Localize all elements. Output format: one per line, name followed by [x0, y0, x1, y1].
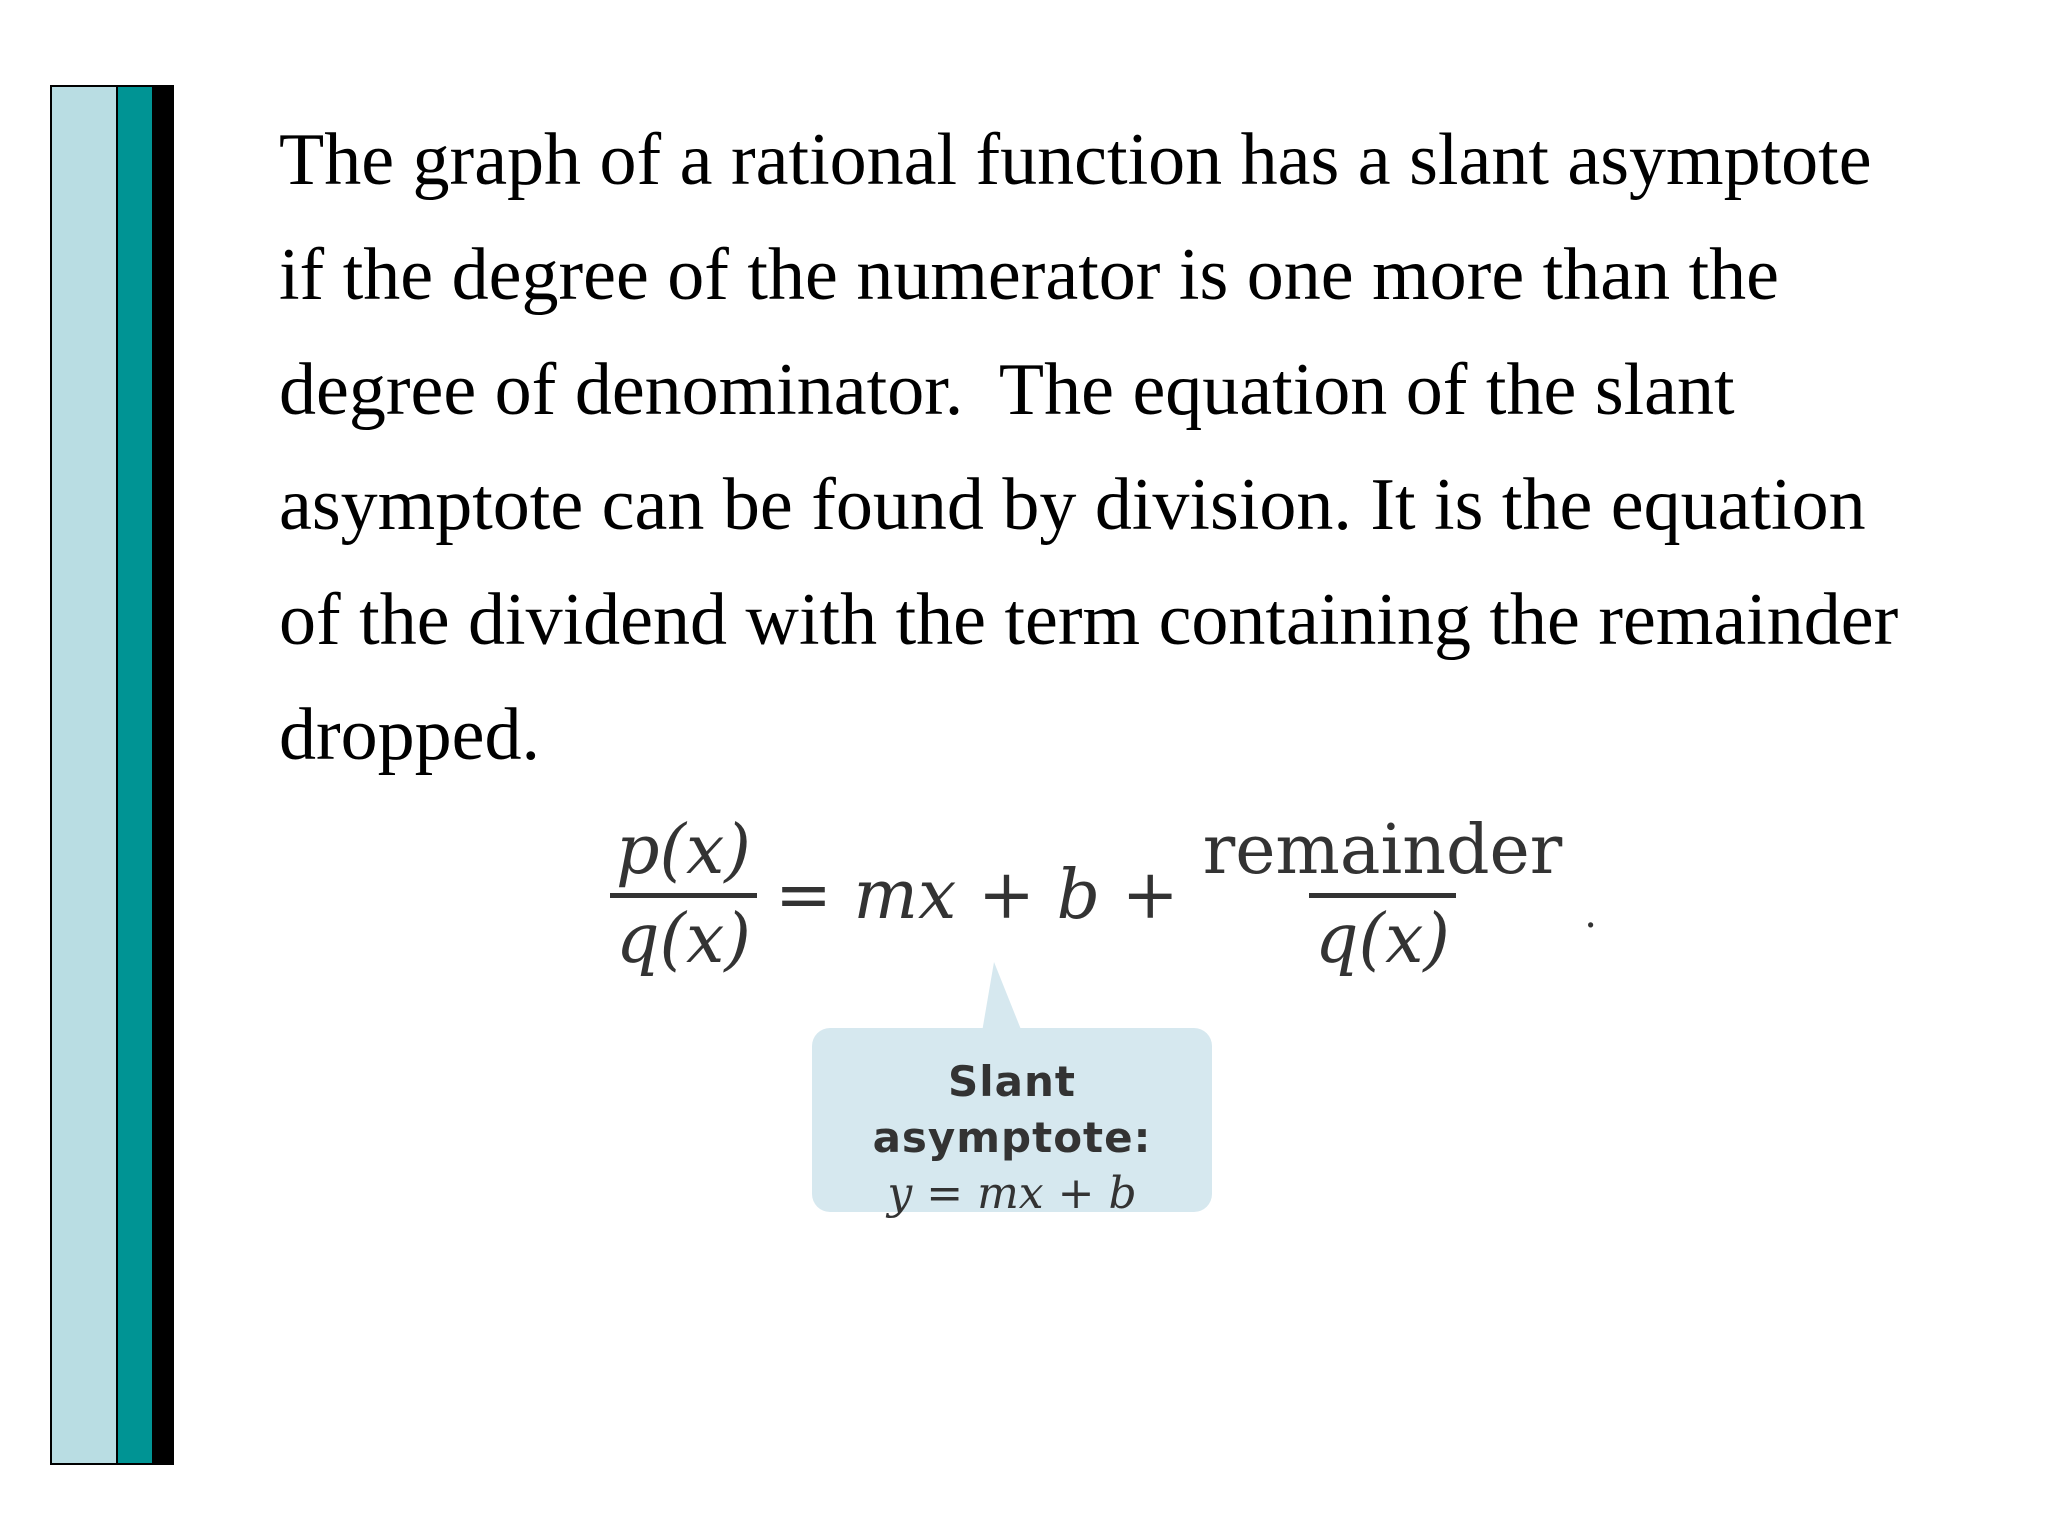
left-numerator: p(x): [616, 810, 751, 890]
body-line: The graph of a rational function has a slant asymptote: [279, 119, 1872, 201]
side-bar-teal-stripe: [118, 85, 152, 1465]
remainder-denominator: q(x): [1309, 893, 1456, 982]
callout-box: [812, 1028, 1212, 1219]
body-line: asymptote can be found by division. It is the equation: [279, 464, 1866, 546]
callout-equation: y = mx + b: [887, 1168, 1137, 1219]
decorative-side-bar: [50, 85, 174, 1465]
remainder-fraction: [1197, 809, 1569, 982]
slant-asymptote-formula: [610, 805, 1597, 985]
body-line: of the dividend with the term containing the remainder: [279, 579, 1899, 661]
body-line: if the degree of the numerator is one more than the: [279, 234, 1779, 316]
slide-body-text: [279, 103, 1979, 793]
formula-middle-terms: = mx + b +: [774, 855, 1179, 935]
slant-asymptote-callout: [812, 962, 1212, 1219]
callout-title: Slant asymptote:: [872, 1057, 1152, 1162]
body-line: dropped.: [279, 694, 540, 776]
side-bar-light-stripe: [50, 85, 118, 1465]
left-fraction: [610, 809, 757, 982]
formula-end-mark: .: [1584, 891, 1597, 937]
remainder-numerator: remainder: [1202, 810, 1563, 890]
callout-pointer: [982, 962, 1022, 1032]
body-line: degree of denominator. The equation of the slant: [279, 349, 1735, 431]
left-denominator: q(x): [610, 893, 757, 982]
side-bar-black-stripe: [152, 85, 174, 1465]
